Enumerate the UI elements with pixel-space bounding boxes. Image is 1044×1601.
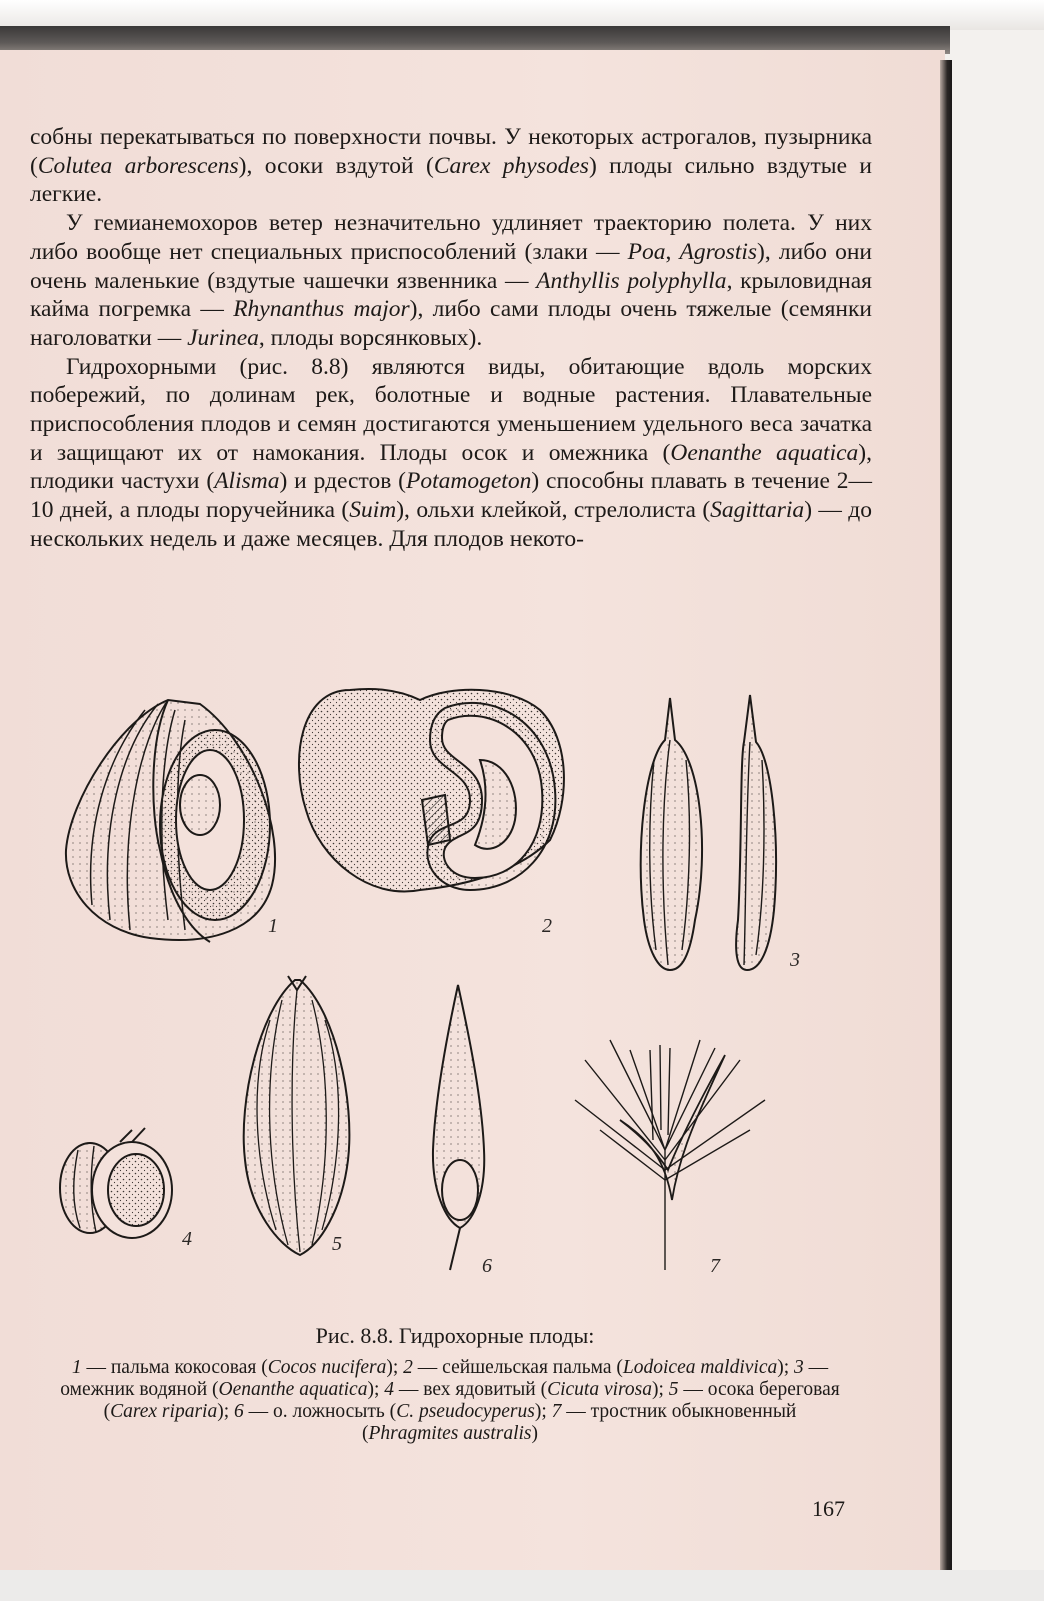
figure-label-7: 7: [710, 1255, 720, 1277]
body-text: [30, 123, 872, 554]
paragraph-run: ), плодики частухи (: [30, 439, 872, 495]
fruit-5-carex-riparia: [244, 976, 350, 1255]
caption-run: — омежник водяной (: [60, 1357, 829, 1400]
fruit-6-carex-pseudocyperus: [433, 985, 484, 1270]
caption-run: );: [777, 1357, 795, 1378]
figure-label-6: 6: [482, 1255, 492, 1277]
paragraph-run: , плоды ворсянковых).: [258, 324, 483, 351]
caption-run: — вех ядовитый (: [394, 1379, 548, 1400]
paragraph-italic-run: Suim: [349, 497, 397, 524]
caption-italic-run: Lodoicea maldivica: [622, 1357, 778, 1378]
fruit-3-oenanthe: [641, 695, 776, 970]
caption-italic-run: Cocos nucifera: [267, 1357, 387, 1378]
paragraph-run: ,: [665, 238, 680, 265]
paragraph-italic-run: Carex physodes: [433, 152, 589, 179]
caption-run: );: [651, 1379, 669, 1400]
paragraph-italic-run: Sagittaria: [710, 497, 805, 524]
paragraph-italic-run: Colutea arborescens: [37, 152, 239, 179]
caption-run: — осока береговая (: [103, 1379, 840, 1422]
paragraph-run: , крыловидная кайма погремка —: [30, 267, 872, 323]
figure-caption-title: Рис. 8.8. Гидрохорные плоды:: [315, 1323, 595, 1348]
caption-run: ): [531, 1423, 539, 1444]
caption-italic-run: Carex riparia: [110, 1401, 218, 1422]
caption-italic-run: 6: [234, 1401, 244, 1422]
paragraph-run: ) и рдестов (: [279, 468, 406, 495]
caption-italic-run: 2: [403, 1357, 413, 1378]
paragraph-italic-run: Potamogeton: [406, 468, 532, 495]
figure-label-1: 1: [268, 915, 278, 937]
figure-8-8-illustration: [50, 680, 850, 1300]
paragraph-run: собны перекатываться по поверхности почвы. У некоторых астрогалов, пузырника (: [30, 124, 872, 179]
fruit-2-lodoicea: [299, 689, 564, 892]
paragraph-italic-run: Poa: [627, 238, 666, 265]
figure-label-2: 2: [542, 915, 552, 937]
caption-run: );: [386, 1357, 404, 1378]
scan-background-bottom: [0, 1570, 1044, 1601]
paragraph-italic-run: Agrostis: [679, 238, 758, 265]
figure-label-3: 3: [790, 949, 800, 971]
caption-run: — пальма кокосовая (: [81, 1357, 268, 1378]
caption-italic-run: 4: [384, 1379, 394, 1400]
caption-italic-run: 7: [551, 1401, 562, 1422]
fruit-7-phragmites: [575, 1040, 765, 1270]
paragraph-italic-run: Rhynanthus major: [233, 296, 410, 323]
paragraph-italic-run: Jurinea: [187, 324, 259, 351]
caption-italic-run: Phragmites australis: [368, 1423, 532, 1444]
caption-italic-run: C. pseudocyperus: [396, 1401, 535, 1422]
paragraph-1: [30, 123, 872, 209]
paragraph-run: ), либо сами плоды очень тяжелые (семянки наголоватки —: [30, 296, 872, 351]
figure-caption-body: [60, 1357, 840, 1445]
paragraph-run: ) — до нескольких недель и даже месяцев. Для плодов некото-: [30, 497, 872, 552]
paragraph-2: [30, 209, 872, 353]
paragraph-run: ), ольхи клейкой, стрелолиста (: [396, 497, 711, 524]
caption-italic-run: 5: [668, 1379, 679, 1400]
paragraph-run: ), осоки вздутой (: [238, 152, 434, 179]
caption-run: — о. ложносыть (: [243, 1401, 397, 1422]
paragraph-run: ) плоды сильно вздутые и легкие.: [30, 152, 872, 208]
paragraph-italic-run: Alisma: [214, 468, 280, 495]
caption-run: );: [217, 1401, 234, 1422]
page-right-edge: [940, 60, 952, 1570]
caption-italic-run: 1: [71, 1357, 82, 1378]
figure-label-5: 5: [332, 1233, 342, 1255]
caption-run: );: [367, 1379, 385, 1400]
paragraph-italic-run: Oenanthe aquatica: [670, 439, 859, 466]
paragraph-italic-run: Anthyllis polyphylla: [536, 267, 727, 294]
figure-label-4: 4: [182, 1228, 192, 1250]
caption-run: );: [534, 1401, 552, 1422]
caption-run: — сейшельская пальма (: [412, 1357, 623, 1378]
caption-italic-run: Oenanthe aquatica: [218, 1379, 368, 1400]
paragraph-run: У гемианемохоров ветер незначительно удлиняет траекторию полета. У них либо вообще нет специальных приспособлений (злаки —: [30, 210, 872, 265]
page-number: 167: [812, 1496, 845, 1521]
paragraph-run: Гидрохорными (рис. 8.8) являются виды, обитающие вдоль морских побережий, по долинам рек, болотные и водные растения. Плавательные приспособления плодов и семян достигаются уменьшением удельного веса зачатка и защищают их от намокания. Плоды осок и омежника (: [30, 353, 872, 466]
caption-run: — тростник обыкновенный (: [361, 1401, 797, 1444]
paragraph-3: [30, 353, 872, 554]
fruit-4-cicuta: [60, 1128, 172, 1238]
caption-italic-run: Cicuta virosa: [547, 1379, 652, 1400]
fruit-1-coconut: [66, 700, 275, 942]
paragraph-run: ), либо они очень маленькие (вздутые чашечки язвенника —: [30, 238, 872, 294]
caption-italic-run: 3: [794, 1357, 804, 1378]
paragraph-run: ) способны плавать в течение 2—10 дней, а плоды поручейника (: [30, 468, 872, 524]
